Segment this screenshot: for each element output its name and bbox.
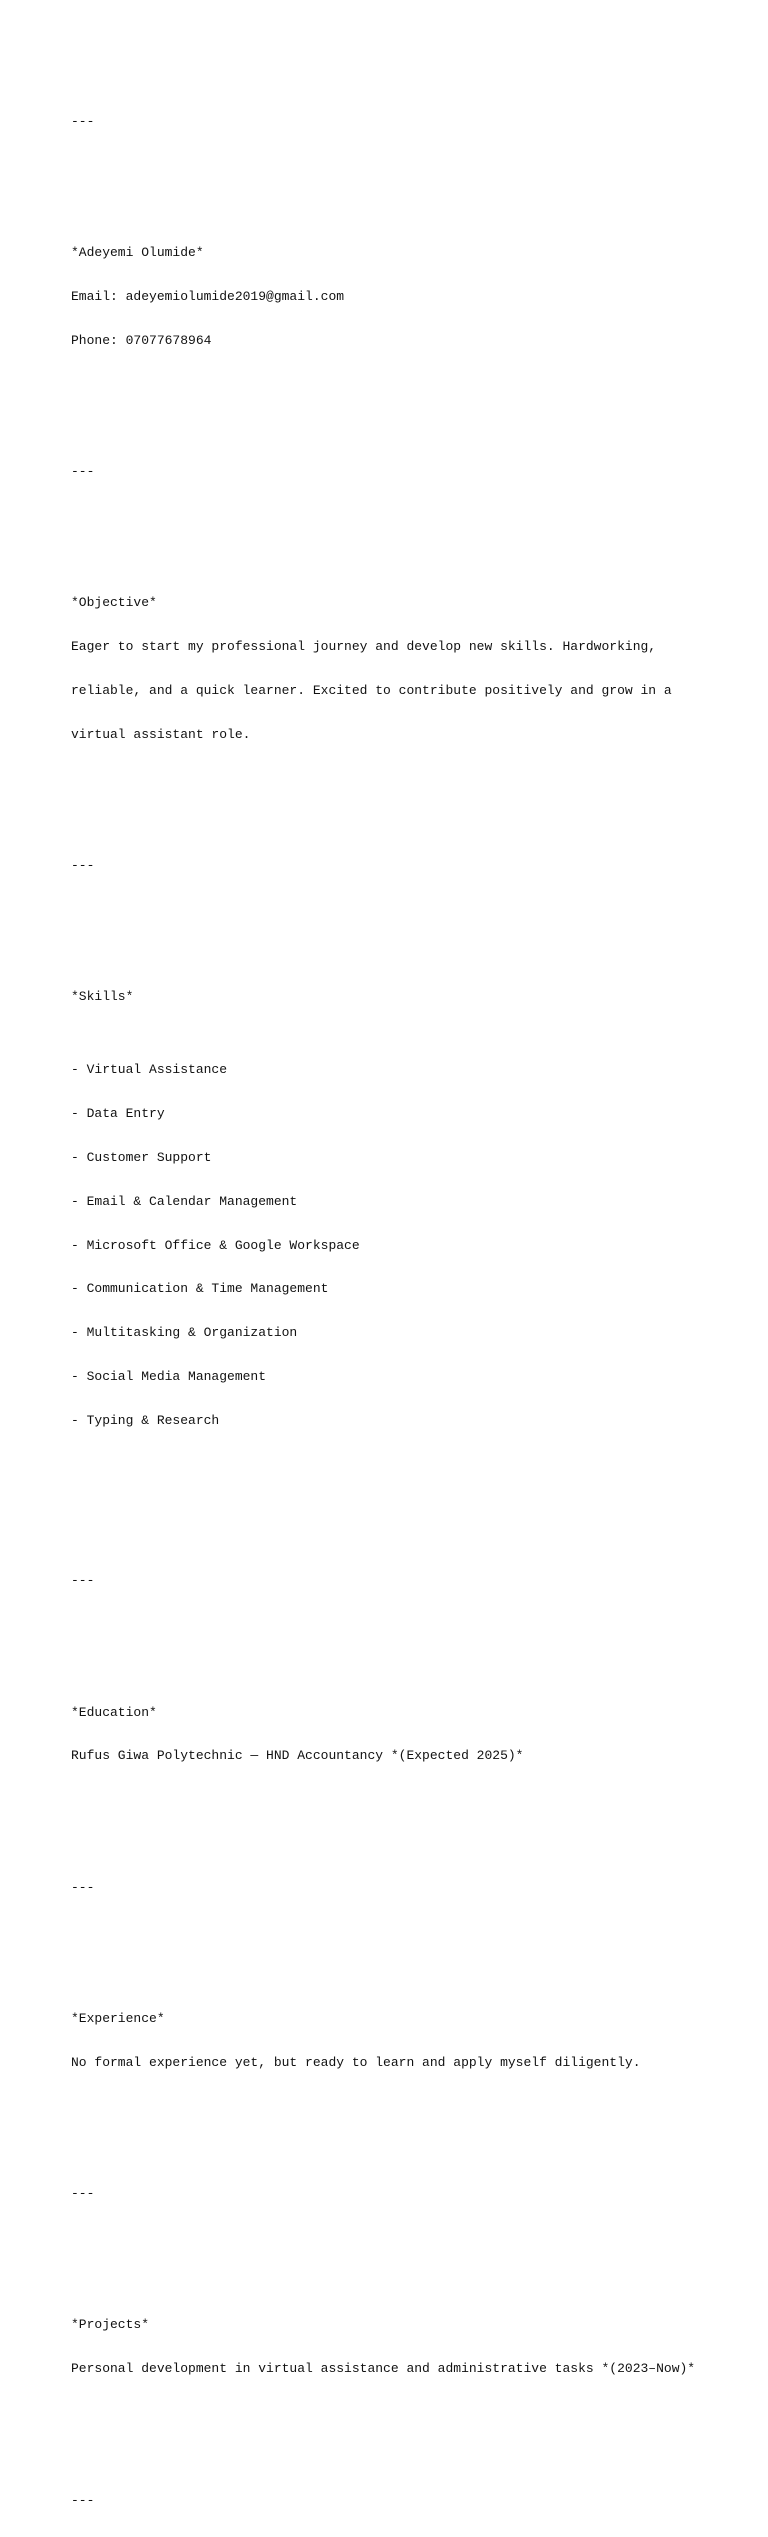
education-section <box>71 1676 751 1793</box>
skill-item: - Microsoft Office & Google Workspace <box>71 1237 360 1253</box>
objective-line: reliable, and a quick learner. Excited to contribute positively and grow in a <box>71 682 672 698</box>
objective-heading: *Objective* <box>71 595 157 611</box>
experience-section <box>71 1983 751 2100</box>
spacer <box>71 1618 751 1633</box>
skill-item: - Email & Calendar Management <box>71 1193 298 1209</box>
spacer <box>71 1822 751 1837</box>
spacer <box>71 1924 751 1939</box>
skills-heading: *Skills* <box>71 989 134 1005</box>
skill-item: - Customer Support <box>71 1149 212 1165</box>
skill-item: - Multitasking & Organization <box>71 1325 298 1341</box>
spacer <box>71 2129 751 2144</box>
phone-line: Phone: 07077678964 <box>71 332 212 348</box>
spacer <box>71 2231 751 2246</box>
objective-line: Eager to start my professional journey and develop new skills. Hardworking, <box>71 639 657 655</box>
education-heading: *Education* <box>71 1704 157 1720</box>
spacer <box>71 509 751 524</box>
skill-item: - Typing & Research <box>71 1412 220 1428</box>
spacer <box>71 407 751 422</box>
skills-section <box>71 961 751 1486</box>
header-section <box>71 217 751 378</box>
objective-line: virtual assistant role. <box>71 726 251 742</box>
spacer <box>71 903 751 918</box>
spacer <box>71 2435 751 2450</box>
skill-item: - Social Media Management <box>71 1368 267 1384</box>
skills-list <box>71 1034 751 1457</box>
divider: --- <box>71 858 95 874</box>
divider: --- <box>71 464 95 480</box>
divider: --- <box>71 2492 95 2508</box>
candidate-name: *Adeyemi Olumide* <box>71 245 204 261</box>
projects-section <box>71 2289 751 2406</box>
spacer <box>71 801 751 816</box>
experience-heading: *Experience* <box>71 2010 165 2026</box>
divider: --- <box>71 113 95 129</box>
divider: --- <box>71 1879 95 1895</box>
spacer <box>71 159 751 174</box>
experience-entry: No formal experience yet, but ready to learn and apply myself diligently. <box>71 2054 641 2070</box>
skill-item: - Data Entry <box>71 1106 165 1122</box>
projects-entry: Personal development in virtual assistance and administrative tasks *(2023–Now)* <box>71 2361 696 2377</box>
projects-heading: *Projects* <box>71 2317 150 2333</box>
spacer <box>71 1516 751 1531</box>
objective-section <box>71 567 751 771</box>
skill-item: - Communication & Time Management <box>71 1281 329 1297</box>
skill-item: - Virtual Assistance <box>71 1062 228 1078</box>
divider: --- <box>71 1573 95 1589</box>
education-entry: Rufus Giwa Polytechnic — HND Accountancy *(Expected 2025)* <box>71 1748 524 1764</box>
divider: --- <box>71 2186 95 2202</box>
resume-document <box>71 71 751 2537</box>
email-line: Email: adeyemiolumide2019@gmail.com <box>71 288 345 304</box>
